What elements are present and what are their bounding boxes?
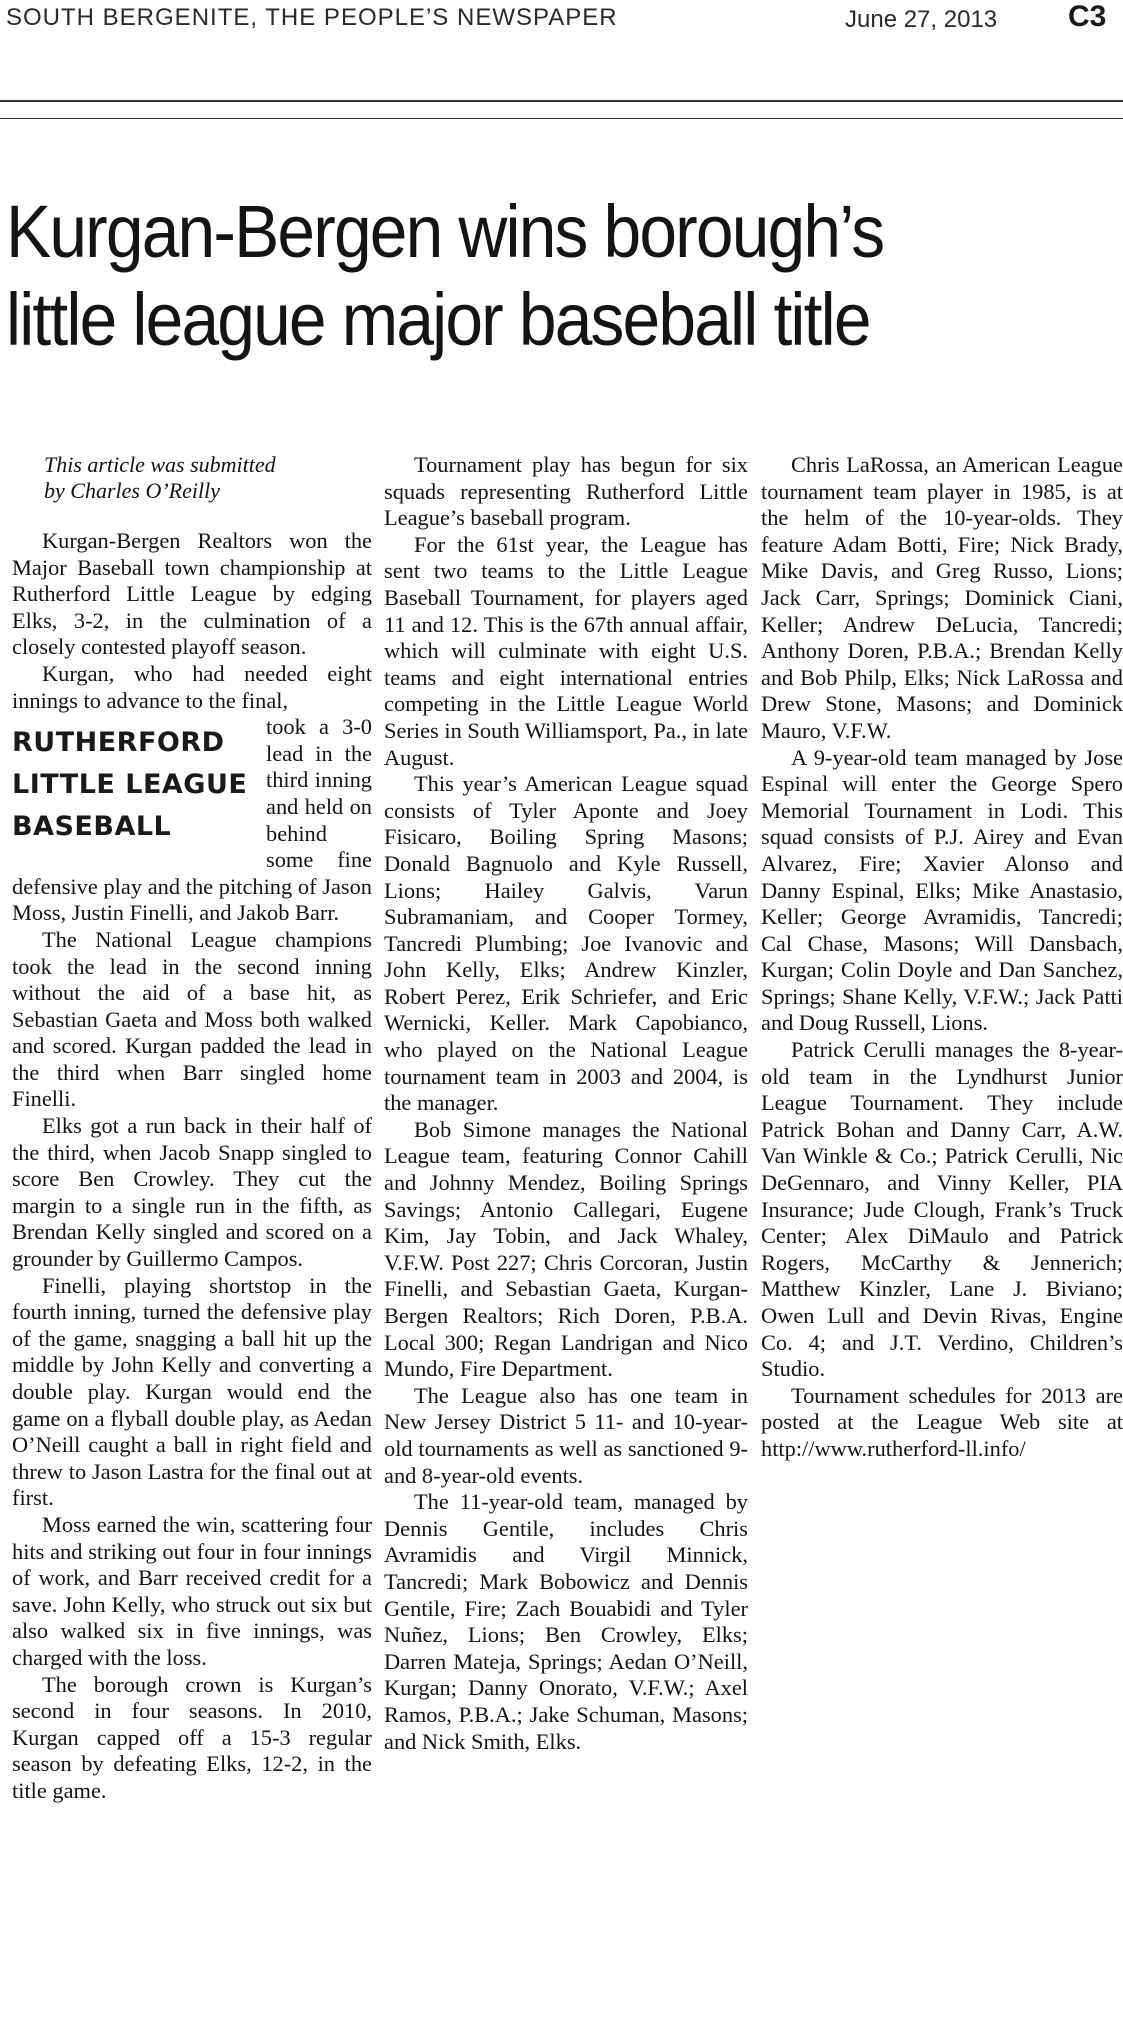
header-rule-bottom [0,118,1123,119]
paragraph: Bob Simone manages the National League team, featuring Connor Cahill and Johnny Mendez, Boiling Springs Savings; Antonio Callegari, Eugene Kim, Jay Tobin, and Jack Whaley, V.F.W. Post 227; Chris Corcoran, Justin Finelli, and Sebastian Gaeta, Kurgan-Bergen Realtors; Rich Doren, P.B.A. Local 300; Regan Landrigan and Nico Mundo, Fire Department. [384,1116,748,1382]
byline-line-1: This article was submitted [44,452,276,477]
paragraph: Moss earned the win, scattering four hits and striking out four in four innings of work, and Barr received credit for a save. John Kelly, who struck out six but also walked six in five innings, was charged with the loss. [12,1511,372,1670]
paragraph: Tournament schedules for 2013 are posted at the League Web site at http://www.rutherford-ll.info/ [761,1382,1123,1461]
article-column-1 [12,452,372,1805]
headline-line-2: little league major baseball title [6,278,870,361]
section-label-box [12,722,260,848]
paragraph: For the 61st year, the League has sent two teams to the Little League Baseball Tournament, for players aged 11 and 12. This is the 67th annual affair, which will culminate with eight U.S. teams and eight international entries competing in the Little League World Series in South Williamsport, Pa., in late August. [384,531,748,770]
header-rule-top [0,100,1123,102]
section-label-line: LITTLE LEAGUE [12,769,248,801]
paragraph: Kurgan, who had needed eight innings to advance to the final, [12,660,372,713]
paragraph: Tournament play has begun for six squads representing Rutherford Little League’s baseball program. [384,452,748,531]
paragraph: The League also has one team in New Jersey District 5 11- and 10-year-old tournaments as well as sanctioned 9- and 8-year-old events. [384,1382,748,1488]
article-column-3 [761,452,1123,1463]
paragraph: Chris LaRossa, an American League tournament team player in 1985, is at the helm of the 10-year-olds. They feature Adam Botti, Fire; Nick Brady, Mike Davis, and Greg Russo, Lions; Jack Carr, Springs; Dominick Ciani, Keller; Andrew DeLucia, Tancredi; Anthony Doren, P.B.A.; Brendan Kelly and Bob Philp, Elks; Nick LaRossa and Drew Stone, Masons; and Dominick Mauro, V.F.W. [761,452,1123,743]
paragraph: The borough crown is Kurgan’s second in four seasons. In 2010, Kurgan capped off a 15-3 regular season by defeating Elks, 12-2, in the title game. [12,1671,372,1803]
section-label-line: BASEBALL [12,811,172,843]
paragraph: Elks got a run back in their half of the third, when Jacob Snapp singled to score Ben Crowley. They cut the margin to a single run in the fifth, as Brendan Kelly singled and scored on a grounder by Guillermo Campos. [12,1113,372,1272]
paragraph: Finelli, playing shortstop in the fourth inning, turned the defensive play of the game, snagging a ball hit up the middle by John Kelly and converting a double play. Kurgan would end the game on a flyball double play, as Aedan O’Neill caught a ball in right field and threw to Jason Lastra for the final out at first. [12,1272,372,1511]
byline-line-2: by Charles O’Reilly [44,478,220,503]
section-label-line: RUTHERFORD [12,727,225,759]
paragraph: The National League champions took the lead in the second inning without the aid of a base hit, as Sebastian Gaeta and Moss both walked and scored. Kurgan padded the lead in the third when Barr singled home Finelli. [12,926,372,1112]
page-number: C3 [1068,0,1107,33]
paragraph: A 9-year-old team managed by Jose Espinal will enter the George Spero Memorial Tournament in Lodi. This squad consists of P.J. Airey and Evan Alvarez, Fire; Xavier Alonso and Danny Espinal, Elks; Mike Anastasio, Keller; George Avramidis, Tancredi; Cal Chase, Masons; Will Dansbach, Kurgan; Colin Doyle and Dan Sanchez, Springs; Shane Kelly, V.F.W.; Jack Patti and Doug Russell, Lions. [761,744,1123,1036]
article-headline [6,188,1022,364]
headline-line-1: Kurgan-Bergen wins borough’s [6,190,884,273]
issue-date: June 27, 2013 [845,6,998,33]
byline [12,452,372,504]
article-column-2 [384,452,748,1755]
paragraph-continued: took a 3-0 lead in the third inning and held on behind some fine defensive play and the pitching of Jason Moss, Justin Finelli, and Jakob Barr. [12,714,372,926]
publication-name: SOUTH BERGENITE, THE PEOPLE’S NEWSPAPER [6,4,618,31]
paragraph: Patrick Cerulli manages the 8-year-old team in the Lyndhurst Junior League Tournament. They include Patrick Bohan and Danny Carr, A.W. Van Winkle & Co.; Patrick Cerulli, Nic DeGennaro, and Vinny Keller, PIA Insurance; Jude Clough, Frank’s Truck Center; Alex DiMaulo and Patrick Rogers, McCarthy & Jennerich; Matthew Kinzler, Lane J. Biviano; Owen Lull and Devin Rivas, Engine Co. 4; and J.T. Verdino, Children’s Studio. [761,1037,1123,1382]
paragraph: Kurgan-Bergen Realtors won the Major Baseball town championship at Rutherford Little League by edging Elks, 3-2, in the culmination of a closely contested playoff season. [12,528,372,660]
paragraph: This year’s American League squad consists of Tyler Aponte and Joey Fisicaro, Boiling Spring Masons; Donald Bagnuolo and Kyle Russell, Lions; Hailey Galvis, Varun Subramaniam, and Cooper Tormey, Tancredi Plumbing; Joe Ivanovic and John Kelly, Elks; Andrew Kinzler, Robert Perez, Erik Schriefer, and Eric Wernicki, Keller. Mark Capobianco, who played on the National League tournament team in 2003 and 2004, is the manager. [384,771,748,1116]
paragraph: The 11-year-old team, managed by Dennis Gentile, includes Chris Avramidis and Virgil Minnick, Tancredi; Mark Bobowicz and Dennis Gentile, Fire; Zach Bouabidi and Tyler Nuñez, Lions; Ben Crowley, Elks; Darren Mateja, Springs; Aedan O’Neill, Kurgan; Danny Onorato, V.F.W.; Axel Ramos, P.B.A.; Jake Schuman, Masons; and Nick Smith, Elks. [384,1489,748,1754]
